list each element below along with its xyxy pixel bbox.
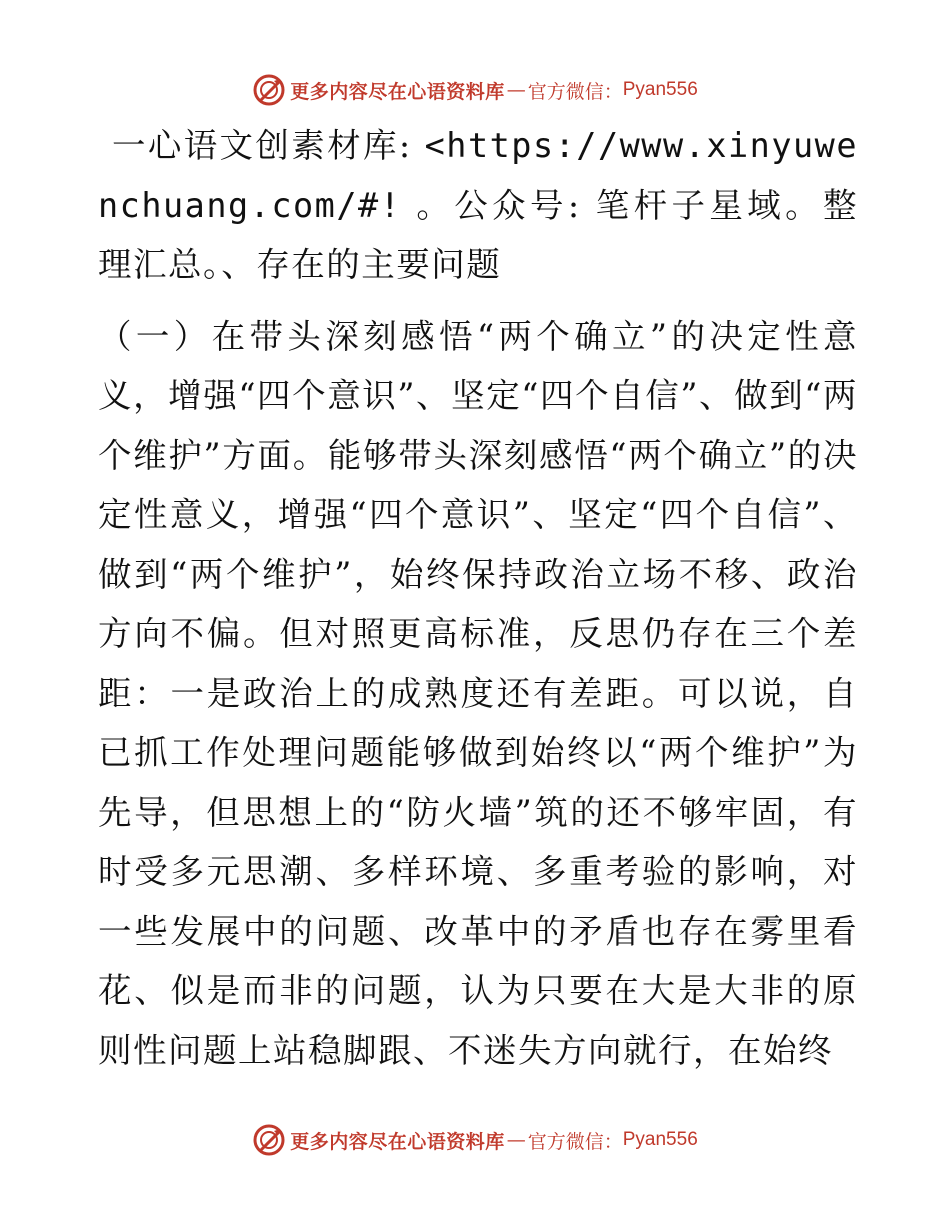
- seal-logo-icon: [252, 73, 286, 107]
- footer-wechat-id: Pyan556: [622, 1129, 698, 1150]
- header-banner: [0, 70, 950, 110]
- document-body: [98, 116, 858, 1080]
- intro-suffix: 。公众号: 笔杆子星域。整理汇总。、存在的主要问题: [98, 185, 858, 284]
- header-wechat-label: 官方微信：: [527, 80, 623, 103]
- header-wechat-id: Pyan556: [622, 79, 698, 100]
- footer-banner: [0, 1120, 950, 1160]
- main-paragraph: （一）在带头深刻感悟“两个确立”的决定性意义，增强“四个意识”、坚定“四个自信”、做到“两个维护”方面。能够带头深刻感悟“两个确立”的决定性意义，增强“四个意识”、坚定“四个自信”、做到“两个维护”，始终保持政治立场不移、政治方向不偏。但对照更高标准，反思仍存在三个差距：一是政治上的成熟度还有差距。可以说，自已抓工作处理问题能够做到始终以“两个维护”为先导，但思想上的“防火墙”筑的还不够牢固，有时受多元思潮、多样环境、多重考验的影响，对一些发展中的问题、改革中的矛盾也存在雾里看花、似是而非的问题，认为只要在大是大非的原则性问题上站稳脚跟、不迷失方向就行，在始终: [98, 316, 858, 1070]
- intro-paragraph: [98, 116, 858, 295]
- footer-separator: —: [506, 1129, 526, 1151]
- intro-prefix: 一心语文创素材库:: [112, 126, 425, 165]
- footer-brand-text: 更多内容尽在心语资料库: [290, 1130, 505, 1153]
- header-brand-text: 更多内容尽在心语资料库: [290, 80, 505, 103]
- intro-url: <https://www.xinyuwenchuang.com/#!: [98, 126, 858, 225]
- header-separator: —: [506, 79, 526, 101]
- footer-wechat-label: 官方微信：: [527, 1130, 623, 1153]
- seal-logo-icon: [252, 1123, 286, 1157]
